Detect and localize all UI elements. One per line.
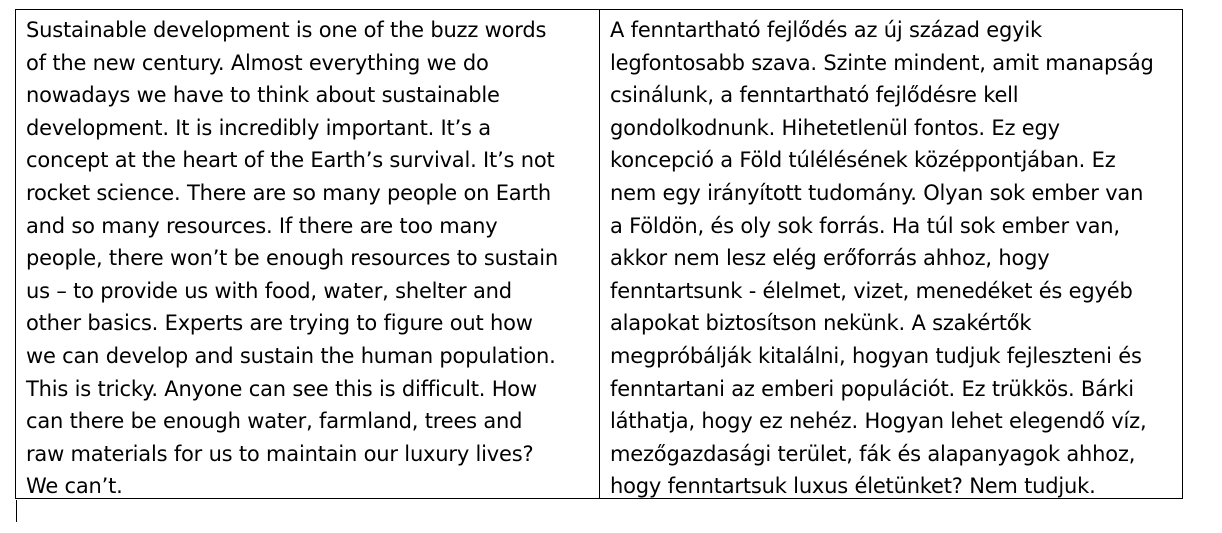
hungarian-text-cell[interactable]: A fenntartható fejlődés az új század egyik legfontosabb szava. Szinte mindent, amit manapság csinálunk, a fenntartható fejlődésre kell gondolkodnunk. Hihetetlenül fontos. Ez egy koncepció a Föld túlélésének középpontjában. Ez nem egy irányított tudomány. Olyan sok ember van a Földön, és oly sok forrás. Ha túl sok ember van, akkor nem lesz elég erőforrás ahhoz, hogy fenntartsunk - élelmet, vizet, menedéket és egyéb alapokat biztosítson nekünk. A szakértők megpróbálják kitalálni, hogyan tudjuk fejleszteni és fenntartani az emberi populációt. Ez trükkös. Bárki láthatja, hogy ez nehéz. Hogyan lehet elegendő víz, mezőgazdasági terület, fák és alapanyagok ahhoz, hogy fenntartsuk luxus életünket? Nem tudjuk. bbox=[610, 18, 1154, 498]
translation-table bbox=[15, 9, 1183, 499]
text-cursor bbox=[16, 500, 17, 522]
english-text-cell[interactable]: Sustainable development is one of the buzz words of the new century. Almost everything we do nowadays we have to think about sustainable development. It is incredibly important. It’s a concept at the heart of the Earth’s survival. It’s not rocket science. There are so many people on Earth and so many resources. If there are too many people, there won’t be enough resources to sustain us – to provide us with food, water, shelter and other basics. Experts are trying to figure out how we can develop and sustain the human population. This is tricky. Anyone can see this is difficult. How can there be enough water, farmland, trees and raw materials for us to maintain our luxury lives? We can’t. bbox=[16, 10, 600, 498]
